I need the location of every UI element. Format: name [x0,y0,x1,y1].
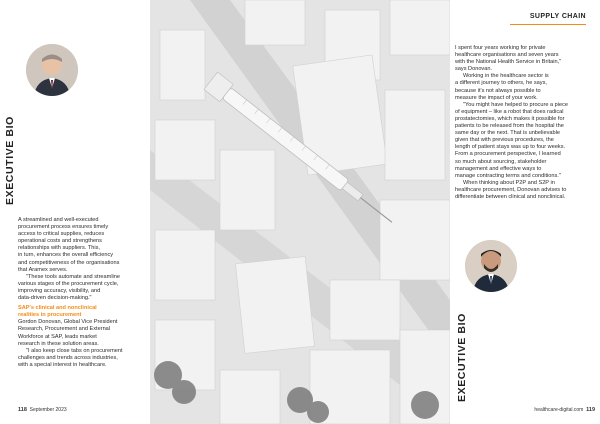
ronan-kitchin-photo [465,240,517,292]
section-label-executive-bio: EXECUTIVE BIO [456,313,468,402]
page-number: 118 [18,407,27,413]
bio-name: GORDON DONOVAN [26,106,108,115]
right-footer [510,407,595,413]
gordon-donovan-photo [26,44,78,96]
left-body-text: A streamlined and well-executed procurement process ensures timely access to critical supplies, reduces operational costs and strengthens relationships with suppliers. This, in turn, enhances the overall efficiency and competitiveness of the organisations that Aramex serves. "These tools automate and streamline various stages of the procurement cycle, improving accuracy, visibility, and data-driven decision-making." SAP's clinical and nonclinical realities in procurement Gordon Donovan, Global Vice President Research, Procurement and External Workforce at SAP, leads market research in these solution areas. "I also keep close tabs on procurement challenges and trends across industries, with a special interest in healthcare. [18,217,146,369]
chevron-right-icon: ›› [468,350,470,364]
section-label-executive-bio: EXECUTIVE BIO [4,116,16,205]
bio-blurb: Gordon Donovan leads market research for SAP in healthcare and life sciences. He spent four years working for private health care organisations and seven years with the National Health Service in Britain. [43,151,127,188]
right-page [450,0,600,424]
bio-name: RONAN KITCHIN [470,306,537,315]
website: healthcare-digital.com [534,407,584,413]
linkedin-icon[interactable]: in [574,305,584,315]
subhead: SAP's clinical and nonclinical [18,305,97,312]
bio-title: TITLE: BUSINESS DEVELOPMENT MANAGER – LIFE SCIENCES & HEALTHCARE [470,321,570,332]
left-page [0,0,150,424]
section-tag-supply-chain: SUPPLY CHAIN [529,13,586,20]
linkedin-icon[interactable]: in [124,105,134,115]
city-aerial-image [150,0,450,424]
right-body-text: I spent four years working for private healthcare organisations and seven years with the National Health Service in Britain," says Donovan. Working in the healthcare sector is a different journey to others, he says, because it's not always possible to measure the impact of your work. "You might have helped to procure a piece of equipment – like a robot that does radical prostatectomies, which makes it possible for patients to be released from the hospital the same day or the next. That is unbelievable given that with previous procedures, the length of patient stays was up to four weeks. From a procurement perspective, I learned so much about sourcing, stakeholder management and effective ways to manage contracting terms and conditions." When thinking about P2P and S2P in healthcare procurement, Donovan advises to differentiate between clinical and nonclinical. [455,45,569,200]
section-tag-underline [510,24,586,25]
page-number: 119 [586,407,595,413]
issue-date: September 2023 [29,407,67,413]
bio-company: COMPANY: SAP [26,138,61,143]
bio-blurb: Ronan Kitchin is responsible for overseeing the Life Science and Healthcare vertical at Aramex. He looks for opportunities for growth with organisations in the sector. [486,351,559,381]
chevron-right-icon: ›› [24,150,26,164]
left-footer [18,407,67,413]
bio-title: TITLE: GLOBAL VP RESEARCH, PROCUREMENT & EXTERNAL WORKFORCE [26,121,125,132]
bio-company: COMPANY: ARAMEX [470,338,516,343]
